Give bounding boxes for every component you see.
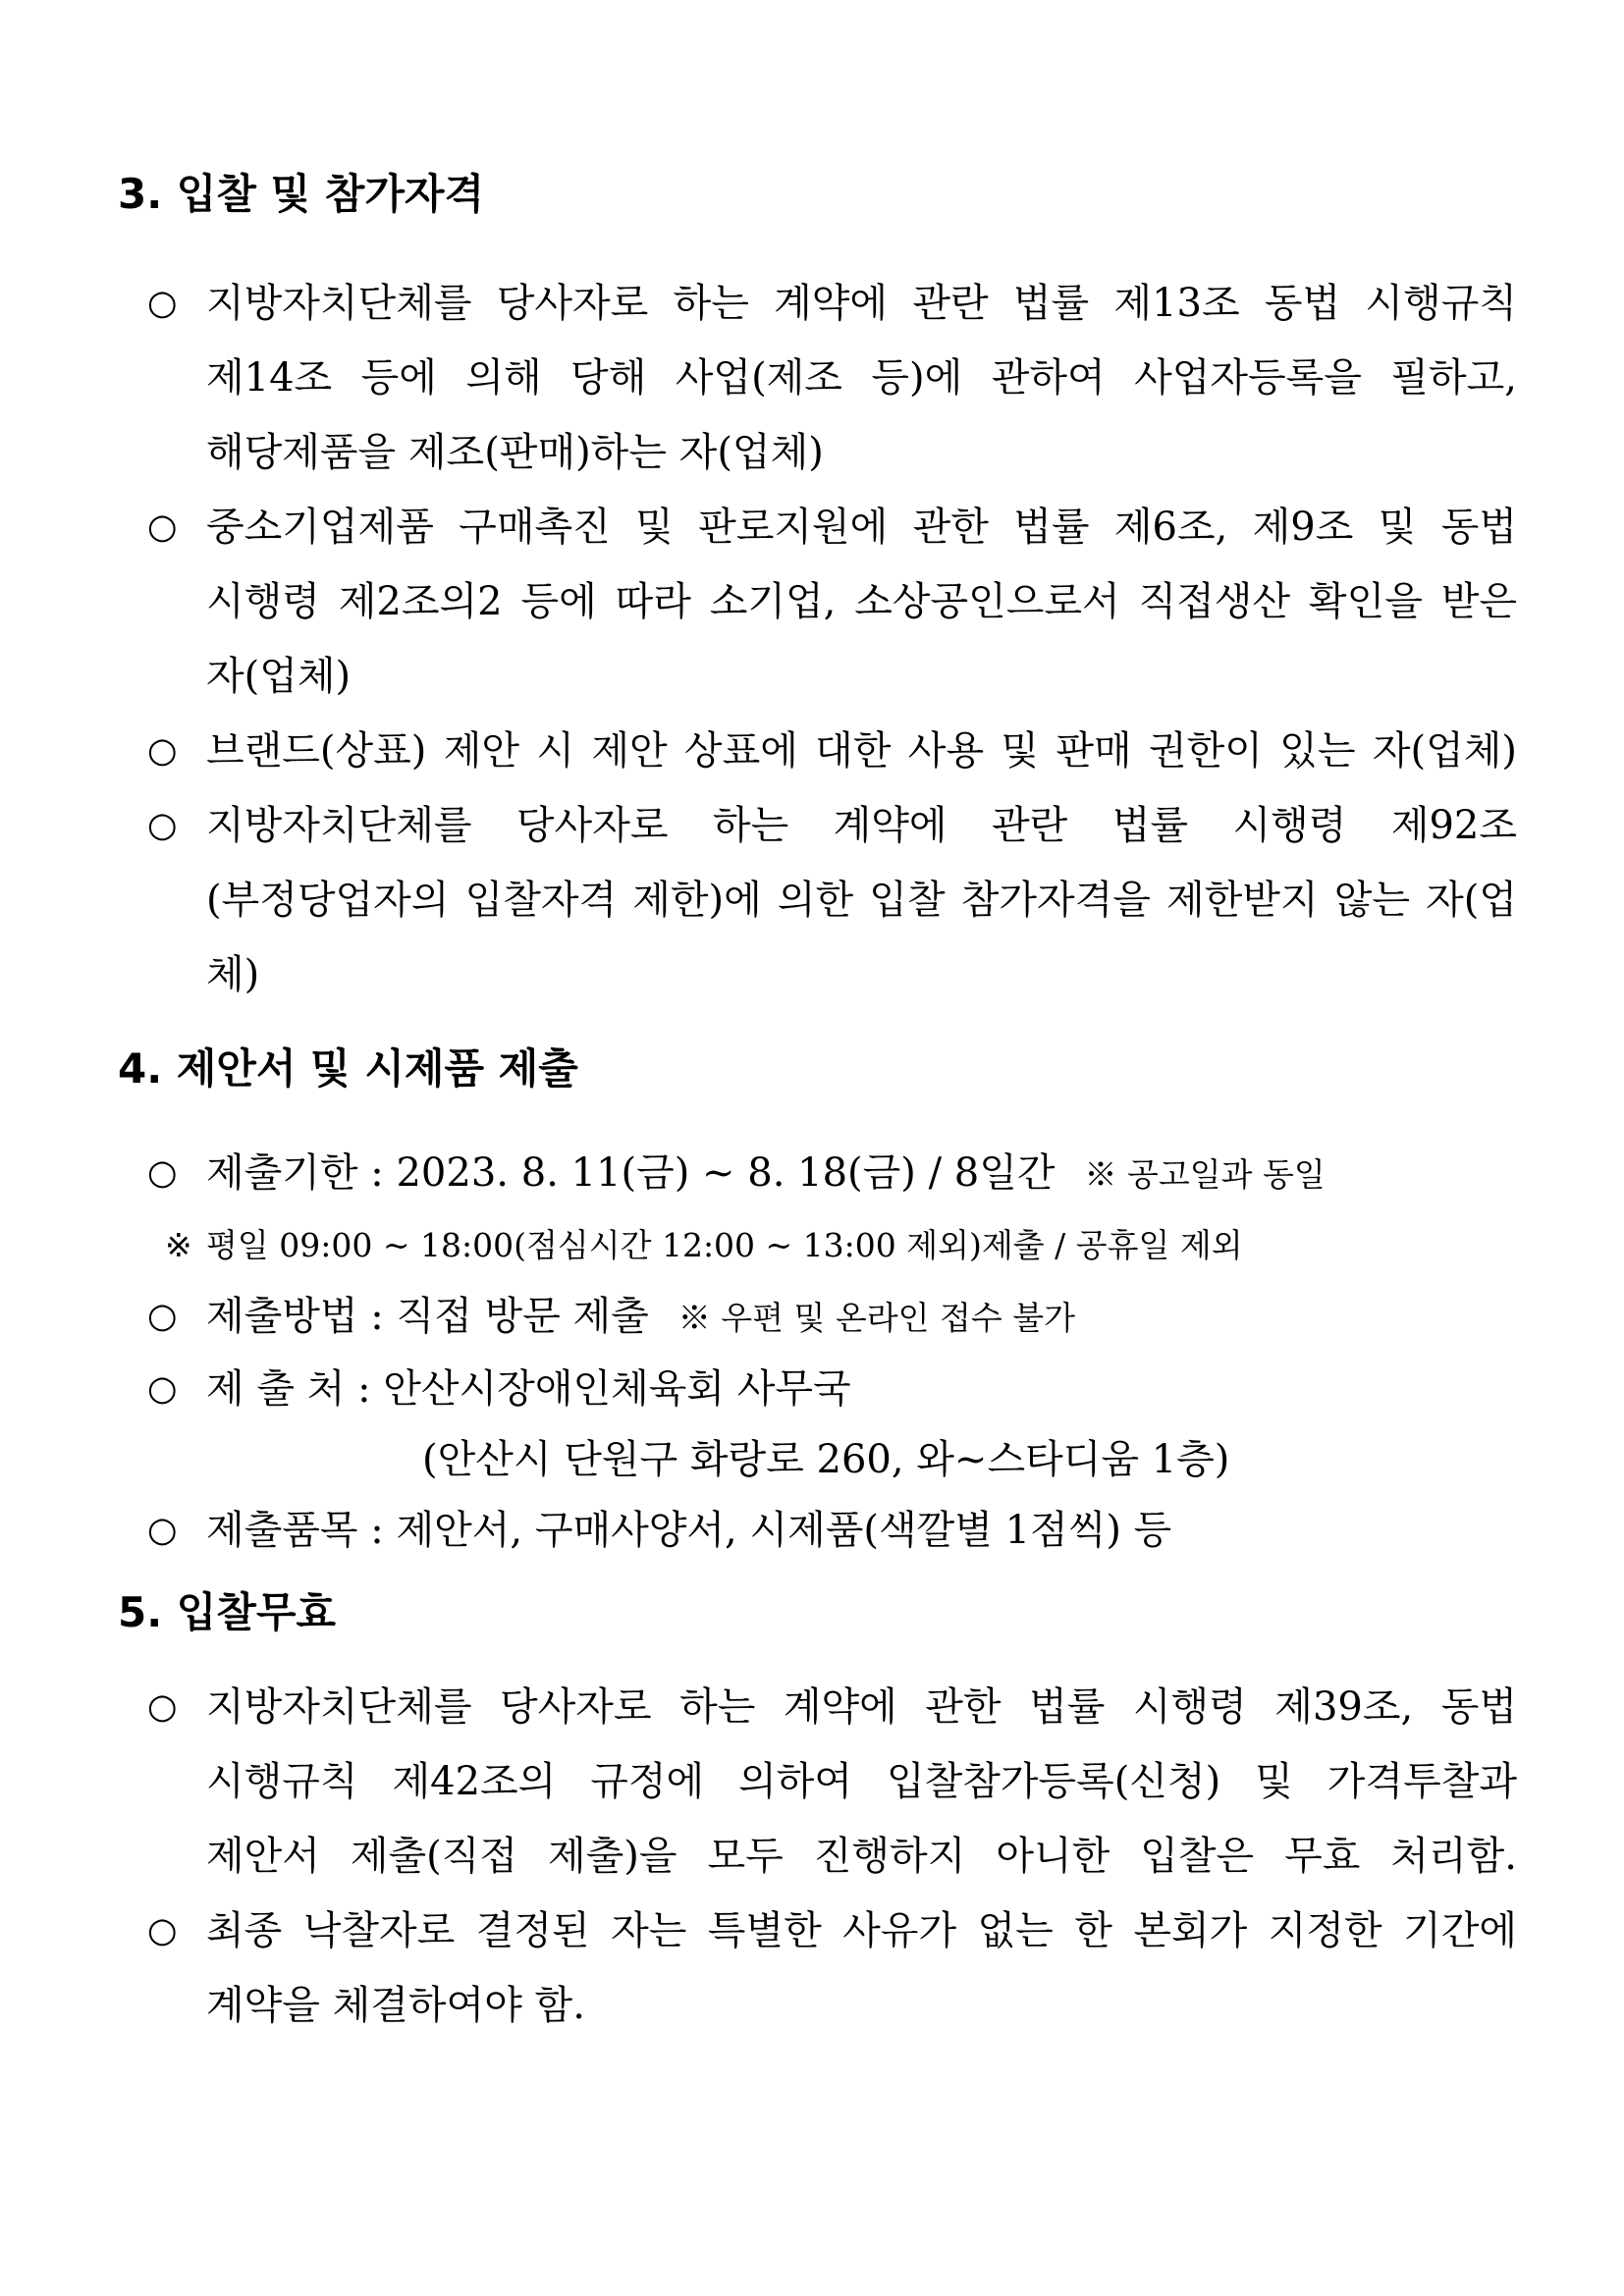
item-text-block [206,266,1517,490]
section-bid-qualification [118,167,1517,1012]
body-line: 지방자치단체를 당사자로 하는 계약에 관란 법률 시행령 제92조 [206,803,1517,848]
list-item [118,1281,1517,1354]
circle-bullet-icon: ○ [147,1687,178,1727]
body-line: 지방자치단체를 당사자로 하는 계약에 관한 법률 시행령 제39조, 동법 [206,1684,1517,1730]
item-text-block [206,1281,1517,1354]
item-text-block [206,1210,1517,1281]
body-line: 시행규칙 제42조의 규정에 의하여 입찰참가등록(신청) 및 가격투찰과 [206,1759,1517,1804]
circle-bullet-icon: ○ [147,1297,178,1336]
item-text-block [206,1894,1517,2043]
body-line: 평일 09:00 ~ 18:00(점심시간 12:00 ~ 13:00 제외)제출 / 공휴일 제외 [206,1226,1243,1264]
body-line [206,1281,1517,1354]
circle-bullet-icon: ○ [147,284,178,323]
circle-bullet-icon: ○ [147,1153,178,1193]
list-item [118,1894,1517,2043]
deadline-note: ※ 공고일과 동일 [1084,1155,1326,1194]
list-item [118,266,1517,490]
body-line: 제 출 처 : 안산시장애인체육회 사무국 [206,1366,851,1412]
circle-bullet-icon: ○ [147,1369,178,1409]
list-item [118,788,1517,1012]
body-line: (부정당업자의 입찰자격 제한)에 의한 입찰 참가자격을 제한받지 않는 자(업체) [206,878,1517,997]
body-line: 지방자치단체를 당사자로 하는 계약에 관란 법률 제13조 동법 시행규칙 [206,281,1517,326]
section-5-heading: 5. 입찰무효 [118,1588,337,1636]
method-note: ※ 우편 및 온라인 접수 불가 [677,1299,1075,1337]
list-item-continuation [118,1424,1517,1495]
address-line: (안산시 단원구 화랑로 260, 와~스타디움 1층) [422,1437,1230,1482]
circle-bullet-icon: ○ [147,1911,178,1950]
body-line: 제안서 제출(직접 제출)을 모두 진행하지 아니한 입찰은 무효 처리함. [206,1834,1517,1879]
list-item [118,490,1517,714]
section-bid-invalid [118,1585,1517,2043]
item-text-block [206,490,1517,714]
body-line: 최종 낙찰자로 결정된 자는 특별한 사유가 없는 한 본회가 지정한 기간에 [206,1908,1517,1953]
circle-bullet-icon: ○ [147,806,178,845]
body-line [206,1138,1517,1210]
list-item [118,714,1517,788]
body-line: 계약을 체결하여야 함. [206,1983,585,2028]
circle-bullet-icon: ○ [147,507,178,547]
list-item-note [118,1210,1517,1281]
body-line: 중소기업제품 구매촉진 및 판로지원에 관한 법률 제6조, 제9조 및 동법 [206,505,1517,550]
item-text-block [206,1138,1517,1210]
item-text-block [206,1495,1517,1566]
item-text-block [206,1670,1517,1894]
list-item [118,1138,1517,1210]
item-text-block [206,788,1517,1012]
list-item [118,1670,1517,1894]
body-line: 해당제품을 제조(판매)하는 자(업체) [206,430,824,475]
reference-mark-icon: ※ [165,1226,192,1264]
item-text-block [206,1354,1517,1424]
item-text-block [206,1424,1517,1495]
body-line: 제출품목 : 제안서, 구매사양서, 시제품(색깔별 1점씩) 등 [206,1508,1172,1553]
circle-bullet-icon: ○ [147,731,178,771]
body-line: 시행령 제2조의2 등에 따라 소기업, 소상공인으로서 직접생산 확인을 받은 자(업체) [206,579,1517,699]
deadline-text: 제출기한 : 2023. 8. 11(금) ~ 8. 18(금) / 8일간 [206,1150,1056,1196]
list-item [118,1354,1517,1424]
section-3-heading: 3. 입찰 및 참가자격 [118,170,485,218]
list-item [118,1495,1517,1566]
body-line: 제14조 등에 의해 당해 사업(제조 등)에 관하여 사업자등록을 필하고, [206,355,1517,400]
circle-bullet-icon: ○ [147,1511,178,1550]
method-text: 제출방법 : 직접 방문 제출 [206,1294,649,1339]
body-line: 브랜드(상표) 제안 시 제안 상표에 대한 사용 및 판매 권한이 있는 자(업체) [206,728,1517,774]
section-proposal-submission [118,1041,1517,1566]
item-text-block [206,714,1517,788]
section-4-heading: 4. 제안서 및 시제품 제출 [118,1044,578,1093]
